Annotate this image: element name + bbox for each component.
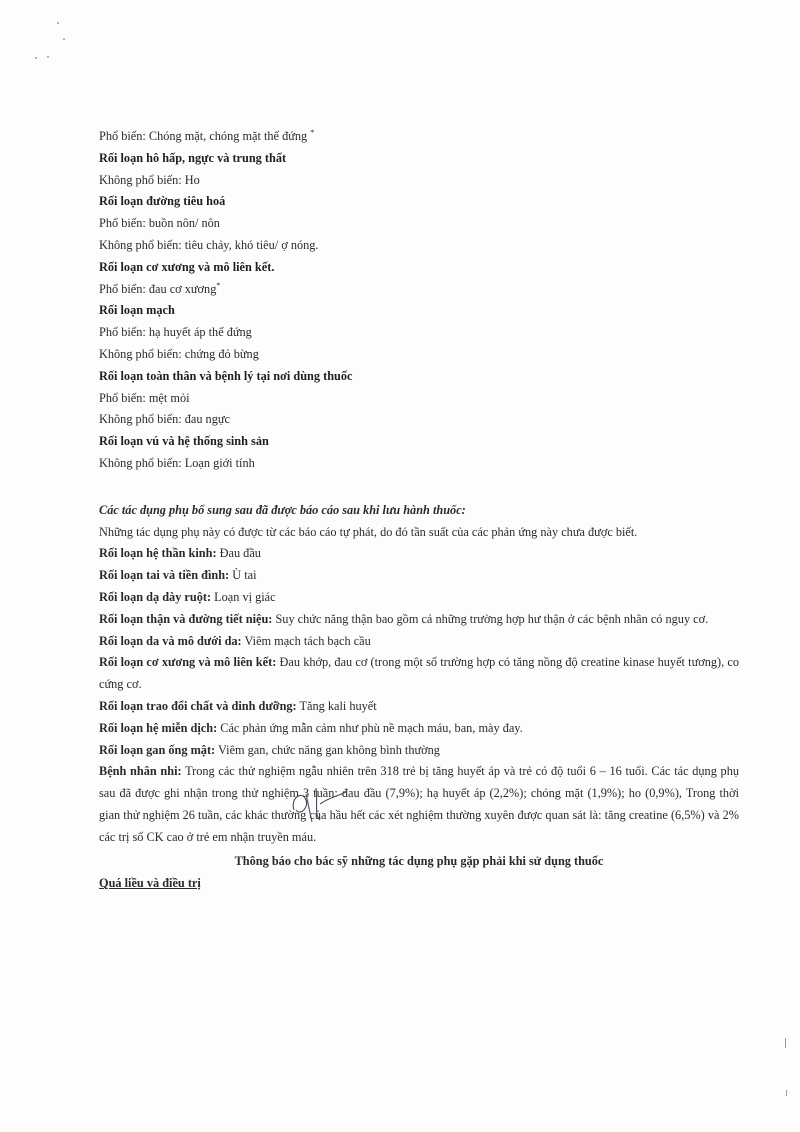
section-heading: Rối loạn toàn thân và bệnh lý tại nơi dùng thuốc (99, 368, 353, 383)
adverse-item: Rối loạn thận và đường tiết niệu: Suy chức năng thận bao gồm cả những trường hợp hư thận ở các bệnh nhân có nguy cơ. (99, 611, 709, 626)
postmarketing-heading: Các tác dụng phụ bổ sung sau đã được báo cáo sau khi lưu hành thuốc: (99, 502, 466, 517)
text-line: Không phổ biến: Ho (99, 172, 200, 187)
physician-notice: Thông báo cho bác sỹ những tác dụng phụ gặp phải khi sử dụng thuốc (234, 853, 604, 868)
text-line: Không phổ biến: tiêu chảy, khó tiêu/ ợ nóng. (99, 237, 319, 252)
text-line: Không phổ biến: đau ngực (99, 412, 230, 427)
section-heading: Rối loạn mạch (99, 303, 175, 318)
postmarketing-intro: Những tác dụng phụ này có được từ các báo cáo tự phát, do đó tần suất của các phản ứng này chưa được biết. (99, 524, 638, 539)
overdose-heading: Quá liều và điều trị (99, 876, 201, 891)
section-heading: Rối loạn vú và hệ thống sinh sản (99, 434, 269, 449)
adverse-item: Rối loạn trao đổi chất và dinh dưỡng: Tăng kali huyết (99, 698, 377, 713)
document-body (99, 126, 739, 895)
text-line: Phổ biến: buồn nôn/ nôn (99, 216, 220, 231)
adverse-item-pediatric: Bệnh nhân nhi: Trong các thử nghiệm ngẫu nhiên trên 318 trẻ bị tăng huyết áp và trẻ có độ tuổi 6 – 16 tuổi. Các tác dụng phụ sau đã được ghi nhận trong thử nghiệm 3 tuần: đau đầu (7,9%); hạ huyết áp (2,2%); chóng mặt (1,9%); ho (0,9%), Trong thời gian thử nghiệm 26 tuần, các khác thường của hầu hết các xét nghiệm thường xuyên được quan sát là: tăng creatine (6,5%) và 2% các trị số CK cao ở trẻ em nhận truyền máu. (99, 764, 739, 844)
text-line: Không phổ biến: Loạn giới tính (99, 455, 255, 470)
overdose-heading-row (99, 873, 739, 895)
text-line: Phổ biến: Chóng mặt, chóng mặt thế đứng * (99, 127, 315, 143)
section-heading: Rối loạn đường tiêu hoá (99, 194, 226, 209)
adverse-item: Rối loạn da và mô dưới da: Viêm mạch tách bạch cầu (99, 633, 371, 648)
scan-speck (47, 56, 49, 58)
adverse-item: Rối loạn cơ xương và mô liên kết: Đau khớp, đau cơ (trong một số trường hợp có tăng nồng độ creatine kinase huyết tương), co cứng cơ. (99, 655, 740, 692)
adverse-item: Rối loạn dạ dày ruột: Loạn vị giác (99, 589, 276, 604)
text-line: Phổ biến: hạ huyết áp thế đứng (99, 325, 252, 340)
scan-speck (785, 1038, 786, 1048)
handwritten-initial-mark (276, 780, 356, 830)
section-heading: Rối loạn hô hấp, ngực và trung thất (99, 150, 287, 165)
adverse-item: Rối loạn gan ống mật: Viêm gan, chức năng gan không bình thường (99, 742, 440, 757)
scan-speck (35, 57, 37, 59)
section-heading: Rối loạn cơ xương và mô liên kết. (99, 259, 275, 274)
adverse-item: Rối loạn hệ miễn dịch: Các phản ứng mẫn cảm như phù nề mạch máu, ban, mày đay. (99, 720, 523, 735)
adverse-item: Rối loạn tai và tiền đình: Ù tai (99, 568, 257, 583)
adverse-item: Rối loạn hệ thần kinh: Đau đầu (99, 546, 261, 561)
text-line: Phổ biến: đau cơ xương* (99, 280, 221, 296)
text-line: Phổ biến: mệt mỏi (99, 390, 190, 405)
scan-speck (786, 1090, 787, 1096)
text-line: Không phổ biến: chứng đỏ bừng (99, 346, 259, 361)
scan-speck (57, 22, 59, 24)
scan-speck (63, 38, 65, 40)
